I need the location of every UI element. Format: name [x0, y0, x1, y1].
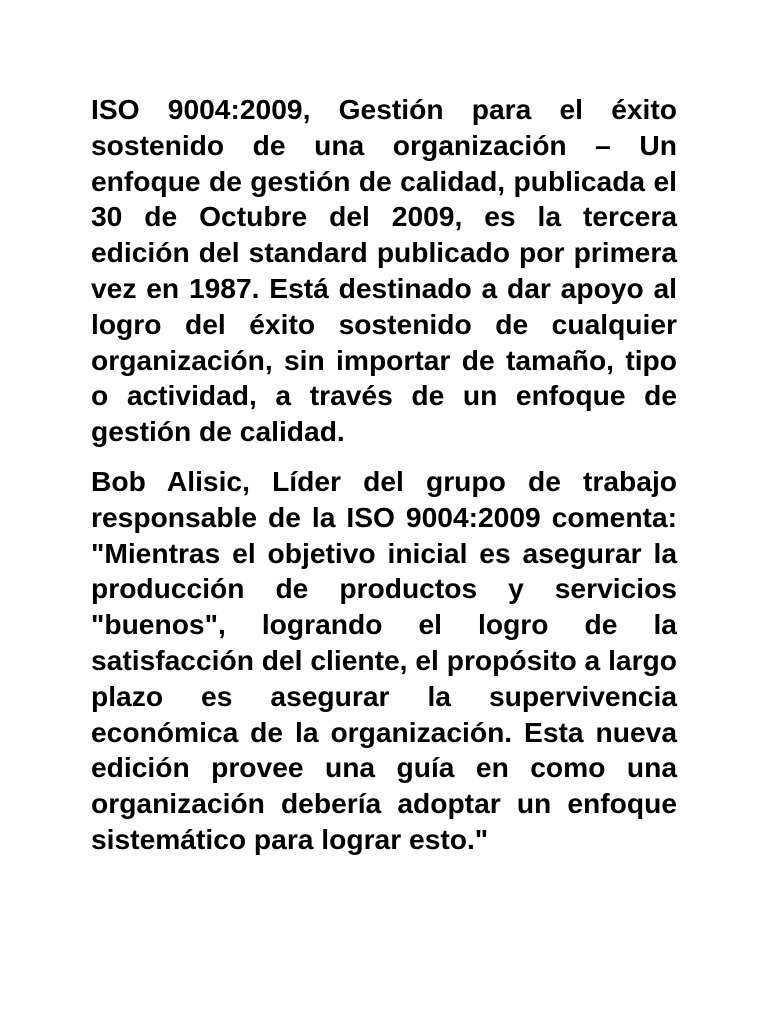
paragraph-iso-9004-intro: ISO 9004:2009, Gestión para el éxito sostenido de una organización – Un enfoque de gestión de calidad, publicada el 30 de Octubre del 2009, es la tercera edición del standard publicado por primera vez en 1987. Está destinado a dar apoyo al logro del éxito sostenido de cualquier organización, sin importar de tamaño, tipo o actividad, a través de un enfoque de gestión de calidad.	[91, 93, 677, 448]
paragraph-bob-alisic-quote: Bob Alisic, Líder del grupo de trabajo responsable de la ISO 9004:2009 comenta: "Mientras el objetivo inicial es asegurar la producción de productos y servicios "buenos", logrando el logro de la satisfacción del cliente, el propósito a largo plazo es asegurar la supervivencia económica de la organización. Esta nueva edición provee una guía en como una organización debería adoptar un enfoque sistemático para lograr esto."	[91, 464, 677, 855]
document-page	[91, 92, 677, 858]
